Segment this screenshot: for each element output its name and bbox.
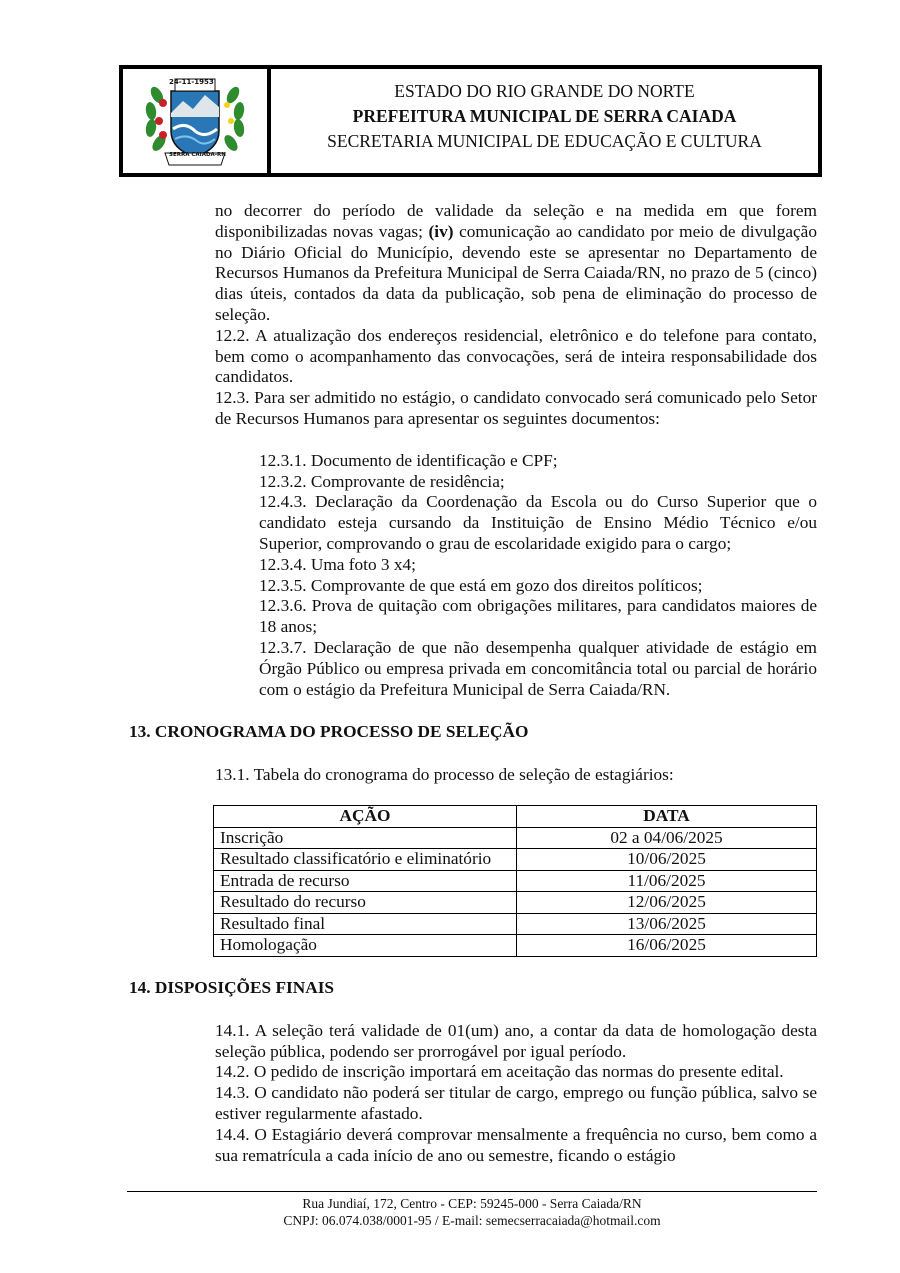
- table-row: [214, 849, 817, 871]
- logo-banner: SERRA CAIADA-RN: [169, 152, 226, 158]
- doc-item: 12.3.6. Prova de quitação com obrigações militares, para candidatos maiores de 18 anos;: [259, 596, 817, 637]
- doc-item: 12.3.7. Declaração de que não desempenha qualquer atividade de estágio em Órgão Público ou empresa privada em concomitância total ou parcial de horário com o estágio da Prefeitura Municipal de Serra Caiada/RN.: [259, 637, 817, 699]
- footer-divider: [127, 1191, 817, 1192]
- cell-action: Inscrição: [214, 827, 517, 849]
- item-14-3: 14.3. O candidato não poderá ser titular de cargo, emprego ou função pública, salvo se estiver regularmente afastado.: [215, 1083, 817, 1123]
- footer-contact: CNPJ: 06.074.038/0001-95 / E-mail: semecserracaiada@hotmail.com: [283, 1213, 661, 1228]
- secretariat-name: SECRETARIA MUNICIPAL DE EDUCAÇÃO E CULTURA: [327, 131, 762, 151]
- paragraph-continuation: no decorrer do período de validade da seleção e na medida em que forem disponibilizadas novas vagas; (iv) comunicação ao candidato por meio de divulgação no Diário Oficial do Município, devendo este se apresentar no Departamento de Recursos Humanos da Prefeitura Municipal de Serra Caiada/RN, no prazo de 5 (cinco) dias úteis, contados da data da publicação, sob pena de eliminação do processo de seleção.: [215, 201, 817, 324]
- item-12-3: 12.3. Para ser admitido no estágio, o candidato convocado será comunicado pelo Setor de Recursos Humanos para apresentar os seguintes documentos:: [215, 388, 817, 428]
- cell-date: 16/06/2025: [517, 935, 817, 957]
- cell-action: Resultado classificatório e eliminatório: [214, 849, 517, 871]
- table-row: [214, 870, 817, 892]
- cell-action: Resultado final: [214, 913, 517, 935]
- table-row: [214, 827, 817, 849]
- table-row: [214, 913, 817, 935]
- schedule-table: [213, 805, 817, 957]
- item-12-2: 12.2. A atualização dos endereços residencial, eletrônico e do telefone para contato, bem como o acompanhamento das convocações, será de inteira responsabilidade dos candidatos.: [215, 325, 817, 387]
- doc-item: 12.3.2. Comprovante de residência;: [259, 471, 505, 491]
- cell-action: Entrada de recurso: [214, 870, 517, 892]
- cell-action: Homologação: [214, 935, 517, 957]
- section-14: [129, 978, 817, 1166]
- cell-action: Resultado do recurso: [214, 892, 517, 914]
- section-13-title: 13. CRONOGRAMA DO PROCESSO DE SELEÇÃO: [129, 722, 529, 742]
- cell-date: 10/06/2025: [517, 849, 817, 871]
- letterhead-text: [271, 69, 818, 173]
- col-header-action: AÇÃO: [214, 806, 517, 828]
- table-row: [214, 892, 817, 914]
- cell-date: 11/06/2025: [517, 870, 817, 892]
- document-body: [129, 201, 817, 786]
- item-14-2: 14.2. O pedido de inscrição importará em aceitação das normas do presente edital.: [215, 1062, 784, 1082]
- item-13-1: 13.1. Tabela do cronograma do processo de seleção de estagiários:: [215, 765, 674, 785]
- prefecture-name: PREFEITURA MUNICIPAL DE SERRA CAIADA: [352, 106, 737, 126]
- table-row: [214, 935, 817, 957]
- letterhead: [119, 65, 822, 177]
- footer-address: Rua Jundiaí, 172, Centro - CEP: 59245-000 - Serra Caiada/RN: [302, 1196, 642, 1211]
- footer: [127, 1195, 817, 1229]
- table-header-row: [214, 806, 817, 828]
- logo-box: [123, 69, 271, 173]
- doc-item: 12.3.1. Documento de identificação e CPF;: [259, 450, 558, 470]
- section-14-title: 14. DISPOSIÇÕES FINAIS: [129, 978, 335, 997]
- logo-date: 24-11-1953: [169, 78, 214, 86]
- col-header-date: DATA: [517, 806, 817, 828]
- item-14-4: 14.4. O Estagiário deverá comprovar mensalmente a frequência no curso, bem como a sua rematrícula a cada início de ano ou semestre, ficando o estágio: [215, 1124, 817, 1165]
- item-14-1: 14.1. A seleção terá validade de 01(um) ano, a contar da data de homologação desta seleção pública, podendo ser prorrogável por igual período.: [215, 1020, 817, 1061]
- cell-date: 02 a 04/06/2025: [517, 827, 817, 849]
- doc-item: 12.4.3. Declaração da Coordenação da Escola ou do Curso Superior que o candidato esteja cursando da Instituição de Ensino Médio Técnico e/ou Superior, comprovando o grau de escolaridade exigido para o cargo;: [259, 492, 817, 553]
- cell-date: 12/06/2025: [517, 892, 817, 914]
- doc-item: 12.3.5. Comprovante de que está em gozo dos direitos políticos;: [259, 575, 703, 595]
- doc-item: 12.3.4. Uma foto 3 x4;: [259, 554, 416, 574]
- cell-date: 13/06/2025: [517, 913, 817, 935]
- state-name: ESTADO DO RIO GRANDE DO NORTE: [394, 81, 695, 101]
